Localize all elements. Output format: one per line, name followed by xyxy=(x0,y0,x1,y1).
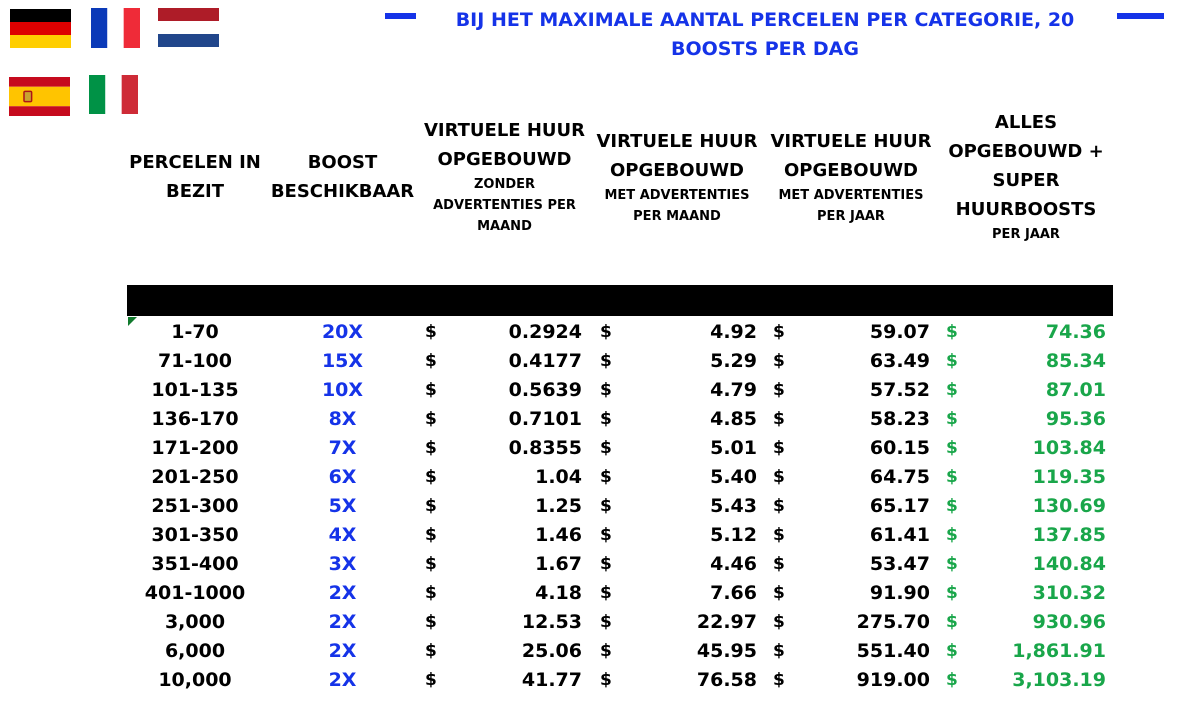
alles-opgebouwd-cell[interactable]: 930.96 xyxy=(1032,611,1106,633)
range-cell[interactable]: 1-70 xyxy=(171,321,219,343)
header-alles-opgebouwd-sub: PER JAAR xyxy=(992,227,1060,242)
italy-flag-icon[interactable] xyxy=(89,75,138,114)
header-huur-zonder-maand-main: VIRTUELE HUUR OPGEBOUWD xyxy=(423,120,586,170)
huur-met-maand-cell[interactable]: 5.12 xyxy=(710,524,757,546)
alles-opgebouwd-cell[interactable]: 87.01 xyxy=(1045,379,1106,401)
huur-zonder-maand-cell[interactable]: 0.2924 xyxy=(508,321,582,343)
boost-cell[interactable]: 3X xyxy=(328,553,357,575)
france-flag-icon[interactable] xyxy=(91,8,140,48)
data-table xyxy=(0,318,1186,695)
table-row[interactable] xyxy=(0,521,1186,550)
huur-met-jaar-cell[interactable]: 63.49 xyxy=(869,350,930,372)
huur-met-maand-cell[interactable]: 4.79 xyxy=(710,379,757,401)
table-row[interactable] xyxy=(0,608,1186,637)
alles-opgebouwd-cell[interactable]: 140.84 xyxy=(1032,553,1106,575)
header-alles-opgebouwd xyxy=(942,108,1110,245)
currency-sign[interactable]: $ xyxy=(600,467,612,487)
range-cell[interactable]: 3,000 xyxy=(164,611,226,633)
header-boost-label: BOOST BESCHIKBAAR xyxy=(270,152,415,202)
range-cell[interactable]: 201-250 xyxy=(151,466,239,488)
currency-sign[interactable]: $ xyxy=(425,612,437,632)
boost-cell[interactable]: 2X xyxy=(328,611,357,633)
huur-zonder-maand-cell[interactable]: 4.18 xyxy=(535,582,582,604)
huur-zonder-maand-cell[interactable]: 1.46 xyxy=(535,524,582,546)
netherlands-flag-icon[interactable] xyxy=(158,8,219,47)
huur-met-jaar-cell[interactable]: 65.17 xyxy=(869,495,930,517)
boost-cell[interactable]: 6X xyxy=(328,466,357,488)
huur-zonder-maand-cell[interactable]: 1.25 xyxy=(535,495,582,517)
currency-sign[interactable]: $ xyxy=(600,322,612,342)
table-row[interactable] xyxy=(0,434,1186,463)
alles-opgebouwd-cell[interactable]: 85.34 xyxy=(1045,350,1106,372)
boost-cell[interactable]: 20X xyxy=(321,321,364,343)
alles-opgebouwd-cell[interactable]: 130.69 xyxy=(1032,495,1106,517)
currency-sign[interactable]: $ xyxy=(773,322,785,342)
boost-cell[interactable]: 2X xyxy=(328,582,357,604)
currency-sign[interactable]: $ xyxy=(773,554,785,574)
huur-met-jaar-cell[interactable]: 551.40 xyxy=(856,640,930,662)
huur-met-maand-cell[interactable]: 5.01 xyxy=(710,437,757,459)
currency-sign[interactable]: $ xyxy=(425,438,437,458)
currency-sign[interactable]: $ xyxy=(425,351,437,371)
header-huur-met-maand-sub: MET ADVERTENTIES PER MAAND xyxy=(604,188,750,224)
range-cell[interactable]: 101-135 xyxy=(151,379,239,401)
currency-sign[interactable]: $ xyxy=(946,641,958,661)
range-cell[interactable]: 10,000 xyxy=(158,669,232,691)
page-title: BIJ HET MAXIMALE AANTAL PERCELEN PER CATEGORIE, 20 BOOSTS PER DAG xyxy=(455,9,1075,60)
currency-sign[interactable]: $ xyxy=(425,641,437,661)
currency-sign[interactable]: $ xyxy=(425,467,437,487)
range-cell[interactable]: 171-200 xyxy=(151,437,239,459)
currency-sign[interactable]: $ xyxy=(600,496,612,516)
huur-met-maand-cell[interactable]: 22.97 xyxy=(696,611,757,633)
huur-zonder-maand-cell[interactable]: 25.06 xyxy=(521,640,582,662)
currency-sign[interactable]: $ xyxy=(600,641,612,661)
boost-cell[interactable]: 8X xyxy=(328,408,357,430)
header-huur-met-jaar-sub: MET ADVERTENTIES PER JAAR xyxy=(778,188,924,224)
currency-sign[interactable]: $ xyxy=(600,583,612,603)
header-huur-zonder-maand-sub: ZONDER ADVERTENTIES PER MAAND xyxy=(433,177,576,234)
header-huur-met-jaar-main: VIRTUELE HUUR OPGEBOUWD xyxy=(770,131,932,181)
header-huur-met-maand-main: VIRTUELE HUUR OPGEBOUWD xyxy=(596,131,758,181)
header-boost xyxy=(270,148,415,206)
currency-sign[interactable]: $ xyxy=(946,612,958,632)
header-huur-met-jaar xyxy=(770,127,932,227)
currency-sign[interactable]: $ xyxy=(946,438,958,458)
currency-sign[interactable]: $ xyxy=(773,496,785,516)
currency-sign[interactable]: $ xyxy=(425,670,437,690)
huur-met-maand-cell[interactable]: 5.43 xyxy=(710,495,757,517)
title-dash-right xyxy=(1117,13,1164,19)
huur-met-maand-cell[interactable]: 45.95 xyxy=(696,640,757,662)
currency-sign[interactable]: $ xyxy=(600,438,612,458)
range-cell[interactable]: 136-170 xyxy=(151,408,239,430)
huur-met-maand-cell[interactable]: 4.46 xyxy=(710,553,757,575)
currency-sign[interactable]: $ xyxy=(773,525,785,545)
currency-sign[interactable]: $ xyxy=(946,322,958,342)
currency-sign[interactable]: $ xyxy=(425,496,437,516)
table-row[interactable] xyxy=(0,376,1186,405)
boost-cell[interactable]: 15X xyxy=(321,350,364,372)
range-cell[interactable]: 6,000 xyxy=(164,640,226,662)
currency-sign[interactable]: $ xyxy=(773,641,785,661)
huur-zonder-maand-cell[interactable]: 0.7101 xyxy=(508,408,582,430)
currency-sign[interactable]: $ xyxy=(773,583,785,603)
huur-zonder-maand-cell[interactable]: 1.04 xyxy=(535,466,582,488)
currency-sign[interactable]: $ xyxy=(773,409,785,429)
huur-met-jaar-cell[interactable]: 61.41 xyxy=(869,524,930,546)
header-percelen xyxy=(125,148,265,206)
spain-flag-icon[interactable] xyxy=(9,77,70,116)
currency-sign[interactable]: $ xyxy=(946,409,958,429)
huur-met-maand-cell[interactable]: 5.29 xyxy=(710,350,757,372)
table-row[interactable] xyxy=(0,550,1186,579)
germany-flag-icon[interactable] xyxy=(10,9,71,48)
header-alles-opgebouwd-main: ALLES OPGEBOUWD + SUPER HUURBOOSTS xyxy=(948,112,1104,220)
huur-zonder-maand-cell[interactable]: 0.4177 xyxy=(508,350,582,372)
header-huur-zonder-maand xyxy=(422,116,587,237)
huur-met-jaar-cell[interactable]: 60.15 xyxy=(869,437,930,459)
range-cell[interactable]: 251-300 xyxy=(151,495,239,517)
currency-sign[interactable]: $ xyxy=(773,438,785,458)
huur-met-maand-cell[interactable]: 7.66 xyxy=(710,582,757,604)
currency-sign[interactable]: $ xyxy=(600,612,612,632)
currency-sign[interactable]: $ xyxy=(946,554,958,574)
currency-sign[interactable]: $ xyxy=(773,380,785,400)
currency-sign[interactable]: $ xyxy=(425,525,437,545)
currency-sign[interactable]: $ xyxy=(600,554,612,574)
title-dash-left xyxy=(385,13,416,19)
alles-opgebouwd-cell[interactable]: 103.84 xyxy=(1032,437,1106,459)
table-row[interactable] xyxy=(0,347,1186,376)
huur-zonder-maand-cell[interactable]: 0.5639 xyxy=(508,379,582,401)
huur-zonder-maand-cell[interactable]: 1.67 xyxy=(535,553,582,575)
alles-opgebouwd-cell[interactable]: 119.35 xyxy=(1032,466,1106,488)
huur-met-maand-cell[interactable]: 5.40 xyxy=(710,466,757,488)
currency-sign[interactable]: $ xyxy=(773,612,785,632)
huur-zonder-maand-cell[interactable]: 12.53 xyxy=(521,611,582,633)
header-percelen-label: PERCELEN IN BEZIT xyxy=(129,152,261,202)
alles-opgebouwd-cell[interactable]: 1,861.91 xyxy=(1012,640,1106,662)
range-cell[interactable]: 351-400 xyxy=(151,553,239,575)
alles-opgebouwd-cell[interactable]: 3,103.19 xyxy=(1012,669,1106,691)
huur-met-maand-cell[interactable]: 4.85 xyxy=(710,408,757,430)
table-row[interactable] xyxy=(0,579,1186,608)
currency-sign[interactable]: $ xyxy=(600,380,612,400)
table-row[interactable] xyxy=(0,666,1186,695)
alles-opgebouwd-cell[interactable]: 95.36 xyxy=(1045,408,1106,430)
boost-cell[interactable]: 2X xyxy=(328,640,357,662)
currency-sign[interactable]: $ xyxy=(946,496,958,516)
table-row[interactable] xyxy=(0,405,1186,434)
boost-cell[interactable]: 7X xyxy=(328,437,357,459)
currency-sign[interactable]: $ xyxy=(946,351,958,371)
currency-sign[interactable]: $ xyxy=(773,670,785,690)
range-cell[interactable]: 301-350 xyxy=(151,524,239,546)
currency-sign[interactable]: $ xyxy=(600,351,612,371)
huur-met-jaar-cell[interactable]: 64.75 xyxy=(869,466,930,488)
header-separator-bar xyxy=(127,285,1113,316)
huur-met-jaar-cell[interactable]: 58.23 xyxy=(869,408,930,430)
range-cell[interactable]: 71-100 xyxy=(158,350,232,372)
huur-met-maand-cell[interactable]: 76.58 xyxy=(696,669,757,691)
currency-sign[interactable]: $ xyxy=(946,583,958,603)
currency-sign[interactable]: $ xyxy=(425,583,437,603)
huur-met-jaar-cell[interactable]: 91.90 xyxy=(869,582,930,604)
currency-sign[interactable]: $ xyxy=(600,670,612,690)
table-row[interactable] xyxy=(0,463,1186,492)
table-row[interactable] xyxy=(0,637,1186,666)
huur-met-jaar-cell[interactable]: 59.07 xyxy=(869,321,930,343)
table-row[interactable] xyxy=(0,318,1186,347)
huur-met-jaar-cell[interactable]: 57.52 xyxy=(869,379,930,401)
alles-opgebouwd-cell[interactable]: 310.32 xyxy=(1032,582,1106,604)
currency-sign[interactable]: $ xyxy=(946,670,958,690)
currency-sign[interactable]: $ xyxy=(425,409,437,429)
currency-sign[interactable]: $ xyxy=(600,409,612,429)
huur-met-maand-cell[interactable]: 4.92 xyxy=(710,321,757,343)
boost-cell[interactable]: 10X xyxy=(321,379,364,401)
boost-cell[interactable]: 2X xyxy=(328,669,357,691)
range-cell[interactable]: 401-1000 xyxy=(144,582,246,604)
huur-zonder-maand-cell[interactable]: 41.77 xyxy=(521,669,582,691)
alles-opgebouwd-cell[interactable]: 74.36 xyxy=(1045,321,1106,343)
boost-cell[interactable]: 4X xyxy=(328,524,357,546)
boost-cell[interactable]: 5X xyxy=(328,495,357,517)
currency-sign[interactable]: $ xyxy=(946,467,958,487)
huur-met-jaar-cell[interactable]: 53.47 xyxy=(869,553,930,575)
currency-sign[interactable]: $ xyxy=(425,322,437,342)
huur-met-jaar-cell[interactable]: 919.00 xyxy=(856,669,930,691)
huur-met-jaar-cell[interactable]: 275.70 xyxy=(856,611,930,633)
currency-sign[interactable]: $ xyxy=(946,380,958,400)
huur-zonder-maand-cell[interactable]: 0.8355 xyxy=(508,437,582,459)
table-row[interactable] xyxy=(0,492,1186,521)
alles-opgebouwd-cell[interactable]: 137.85 xyxy=(1032,524,1106,546)
currency-sign[interactable]: $ xyxy=(773,467,785,487)
currency-sign[interactable]: $ xyxy=(946,525,958,545)
currency-sign[interactable]: $ xyxy=(773,351,785,371)
currency-sign[interactable]: $ xyxy=(600,525,612,545)
header-huur-met-maand xyxy=(596,127,758,227)
currency-sign[interactable]: $ xyxy=(425,380,437,400)
currency-sign[interactable]: $ xyxy=(425,554,437,574)
